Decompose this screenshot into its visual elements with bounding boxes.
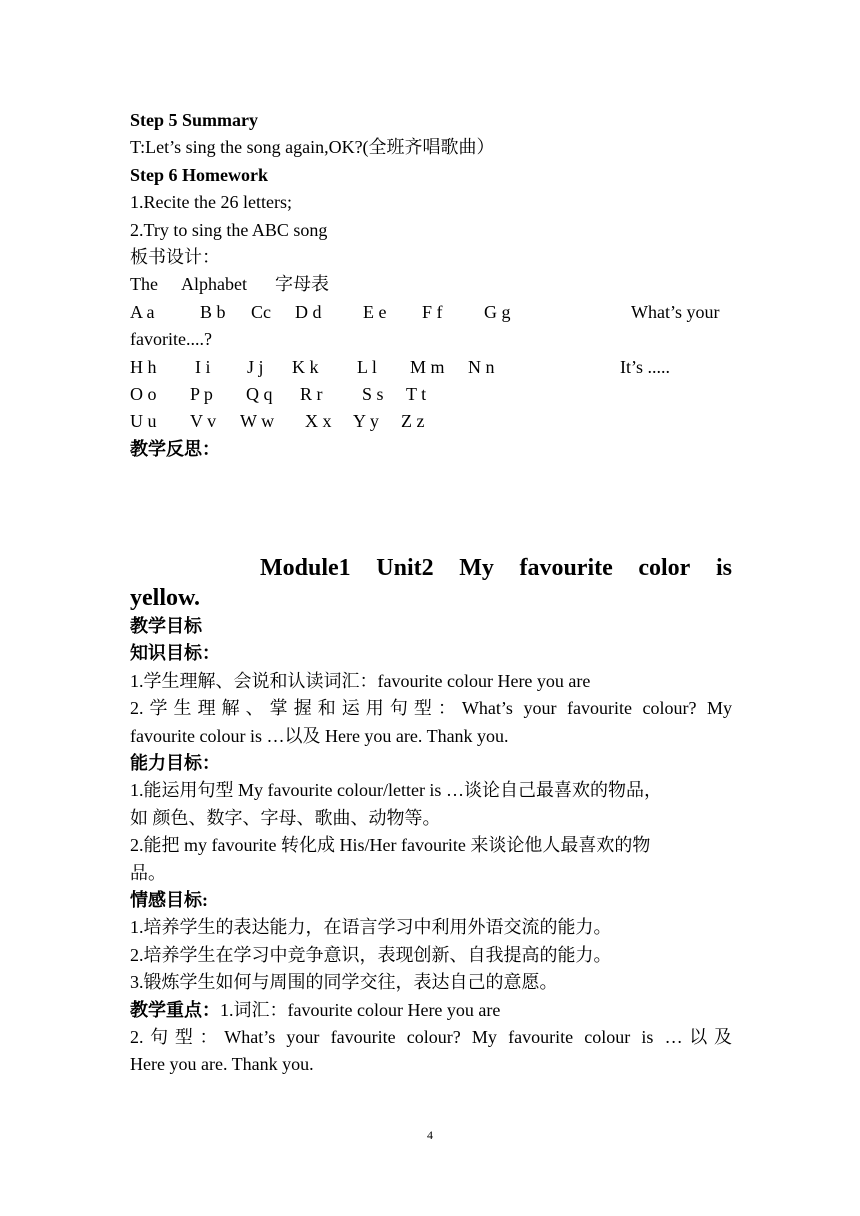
key-points-item-2b: Here you are. Thank you. xyxy=(130,1054,314,1075)
letter-pair: P p xyxy=(190,383,213,404)
page-number: 4 xyxy=(427,1128,433,1142)
letter-pair: G g xyxy=(484,301,511,322)
letter-pair: V v xyxy=(190,411,217,432)
letter-pair: S s xyxy=(362,383,384,404)
board-row-4 xyxy=(130,408,732,435)
board-row-2 xyxy=(130,354,732,381)
emotion-item-3: 3.锻炼学生如何与周围的同学交往，表达自己的意愿。 xyxy=(130,972,558,993)
letter-pair: R r xyxy=(300,383,323,404)
board-row-1 xyxy=(130,299,732,326)
board-label: 板书设计： xyxy=(130,246,220,267)
emotion-item-1: 1.培养学生的表达能力，在语言学习中利用外语交流的能力。 xyxy=(130,917,612,938)
letter-pair: K k xyxy=(292,356,319,377)
letter-pair: U u xyxy=(130,411,157,432)
document-page xyxy=(130,107,732,1079)
letter-pair: X x xyxy=(305,411,332,432)
letter-pair: M m xyxy=(410,356,445,377)
title-word: Unit2 xyxy=(376,555,434,582)
title-word: is xyxy=(715,555,732,582)
board-row-3 xyxy=(130,381,732,408)
homework-item-2: 2.Try to sing the ABC song xyxy=(130,219,328,240)
title-last-word: yellow. xyxy=(130,585,200,612)
key-points-heading: 教学重点： xyxy=(130,999,220,1020)
letter-pair: Y y xyxy=(353,411,379,432)
step5-text: T:Let’s sing the song again,OK?(全班齐唱歌曲） xyxy=(130,137,495,158)
letter-pair: T t xyxy=(406,383,427,404)
letter-pair: L l xyxy=(357,356,377,377)
goals-heading: 教学目标 xyxy=(130,616,202,637)
letter-pair: O o xyxy=(130,383,157,404)
board-row1-side: What’s your xyxy=(631,301,720,322)
board-title xyxy=(130,271,732,298)
knowledge-heading: 知识目标： xyxy=(130,643,220,664)
key-points-item-1: 1.词汇：favourite colour Here you are xyxy=(220,999,501,1020)
emotion-item-2: 2.培养学生在学习中竞争意识，表现创新、自我提高的能力。 xyxy=(130,944,612,965)
key-points-line-1 xyxy=(130,997,732,1024)
key-points-item-2a: 2.句型：What’s your favourite colour? My favourite colour is …以及 xyxy=(130,1026,732,1047)
letter-pair: N n xyxy=(468,356,495,377)
title-word: color xyxy=(638,555,691,582)
letter-pair: D d xyxy=(295,301,322,322)
knowledge-item-2a: 2.学生理解、掌握和运用句型：What’s your favourite colour? My xyxy=(130,698,732,719)
letter-pair: Q q xyxy=(246,383,273,404)
letter-pair: I i xyxy=(195,356,211,377)
homework-item-1: 1.Recite the 26 letters; xyxy=(130,192,292,213)
letter-pair: W w xyxy=(240,411,275,432)
board-row2-side: It’s ..... xyxy=(620,356,671,377)
letter-pair: Z z xyxy=(401,411,425,432)
letter-pair: B b xyxy=(200,301,226,322)
ability-item-1a: 1.能运用句型 My favourite colour/letter is …谈论自己最喜欢的物品， xyxy=(130,780,662,801)
step5-heading: Step 5 Summary xyxy=(130,110,259,130)
board-title-the: The xyxy=(130,274,158,295)
ability-item-1b: 如 颜色、数字、字母、歌曲、动物等。 xyxy=(130,807,441,828)
title-word: My xyxy=(459,555,494,582)
ability-heading: 能力目标： xyxy=(130,753,220,774)
reflection-heading: 教学反思： xyxy=(130,438,220,459)
title-word: Module1 xyxy=(260,555,351,582)
board-title-cn: 字母表 xyxy=(275,274,329,295)
board-title-alphabet: Alphabet xyxy=(181,274,247,295)
emotion-heading: 情感目标: xyxy=(130,889,208,910)
letter-pair: E e xyxy=(363,301,387,322)
module-title xyxy=(130,553,732,613)
letter-pair: H h xyxy=(130,356,157,377)
letter-pair: J j xyxy=(247,356,264,377)
board-row1-continued: favorite....? xyxy=(130,329,212,350)
ability-item-2b: 品。 xyxy=(130,862,166,883)
ability-item-2a: 2.能把 my favourite 转化成 His/Her favourite 来谈论他人最喜欢的物 xyxy=(130,835,651,856)
letter-pair: Cc xyxy=(251,301,271,322)
title-word: favourite xyxy=(519,555,613,582)
letter-pair: A a xyxy=(130,301,155,322)
knowledge-item-2b: favourite colour is …以及 Here you are. Thank you. xyxy=(130,725,509,746)
knowledge-item-1: 1.学生理解、会说和认读词汇：favourite colour Here you are xyxy=(130,670,591,691)
step6-heading: Step 6 Homework xyxy=(130,164,268,185)
letter-pair: F f xyxy=(422,301,443,322)
